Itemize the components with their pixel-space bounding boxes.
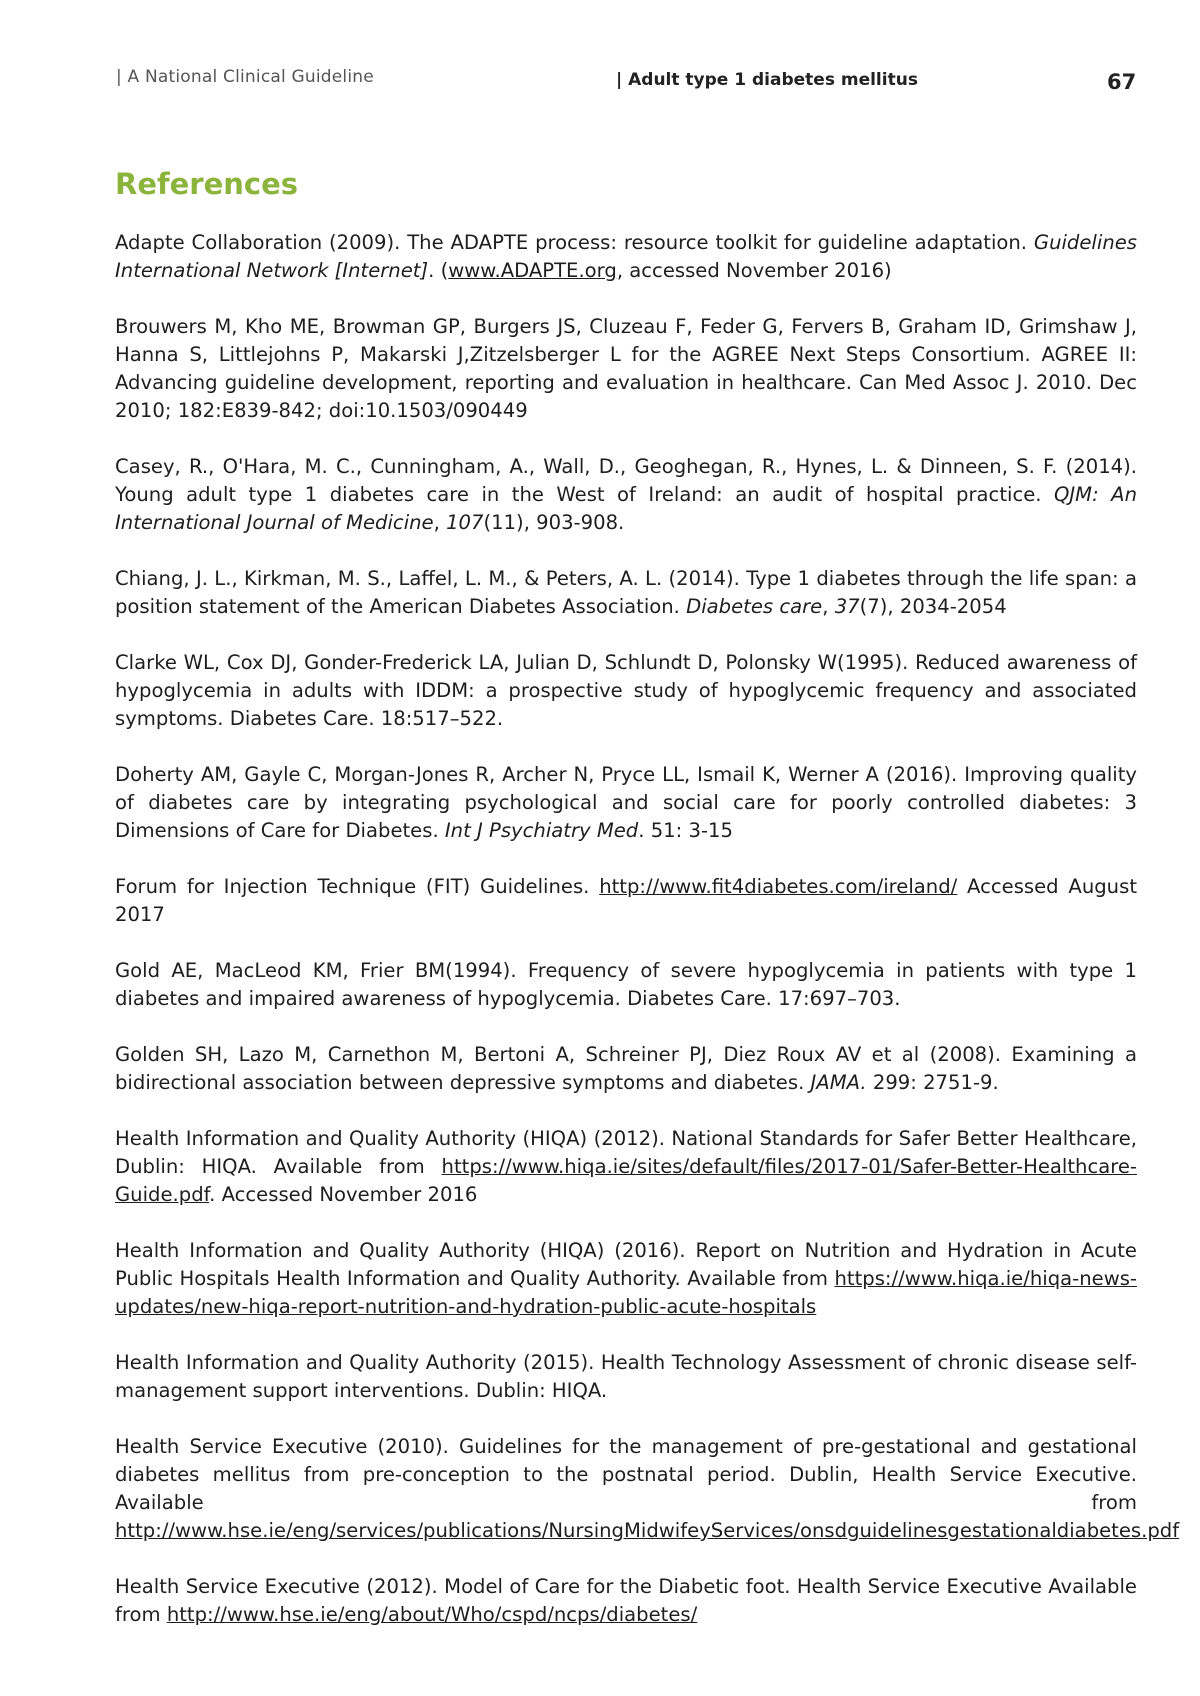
reference-source: Guidelines International Network [Internet] [115,231,1137,282]
reference-entry [115,1125,1137,1209]
reference-text: 299: 2751-9. [866,1071,999,1094]
reference-text: , accessed November 2016) [616,259,892,282]
reference-entry [115,1349,1137,1405]
reference-text: (11), 903-908. [483,511,625,534]
reference-text: Health Information and Quality Authority (HIQA) (2016). Report on Nutrition and Hydration in Acute Public Hospitals Health Information and Quality Authority. Available from [115,1239,1137,1290]
reference-link[interactable]: http://www.hse.ie/eng/about/Who/cspd/ncps/diabetes/ [166,1603,698,1626]
reference-entry [115,957,1137,1013]
reference-entry [115,761,1137,845]
reference-text: Clarke WL, Cox DJ, Gonder-Frederick LA, Julian D, Schlundt D, Polonsky W(1995). Reduced awareness of hypoglycemia in adults with IDDM: a prospective study of hypoglycemic frequency and associated symptoms. Diabetes Care. 18:517–522. [115,651,1137,730]
reference-link[interactable]: http://www.hse.ie/eng/services/publications/NursingMidwifeyServices/onsdguidelinesgestationaldiabetes.pdf [115,1519,1180,1542]
reference-entry [115,565,1137,621]
reference-text: , [433,511,447,534]
reference-entry [115,1573,1137,1629]
reference-text: . 51: 3-15 [638,819,733,842]
reference-link[interactable]: www.ADAPTE.org [448,259,617,282]
reference-text: Health Information and Quality Authority (HIQA) (2012). National Standards for Safer Better Healthcare, Dublin: HIQA. Available from [115,1127,1137,1178]
reference-text: Chiang, J. L., Kirkman, M. S., Laffel, L. M., & Peters, A. L. (2014). Type 1 diabetes through the life span: a position statement of the American Diabetes Association. [115,567,1137,618]
reference-entry [115,873,1137,929]
reference-text: Health Service Executive (2012). Model of Care for the Diabetic foot. Health Service Executive Available from [115,1575,1137,1626]
reference-entry [115,313,1137,425]
header-guideline-label: | A National Clinical Guideline [116,67,374,87]
reference-entry [115,453,1137,537]
reference-entry [115,1237,1137,1321]
reference-entry [115,1433,1180,1545]
reference-text: Casey, R., O'Hara, M. C., Cunningham, A., Wall, D., Geoghegan, R., Hynes, L. & Dinneen, S. F. (2014). Young adult type 1 diabetes care in the West of Ireland: an audit of hospital practice. [115,455,1137,506]
reference-text: . Accessed November 2016 [209,1183,478,1206]
reference-text: (7), 2034-2054 [859,595,1007,618]
page-number: 67 [1107,70,1137,94]
reference-entry [115,1041,1137,1097]
reference-text: , [822,595,835,618]
reference-text: Doherty AM, Gayle C, Morgan-Jones R, Archer N, Pryce LL, Ismail K, Werner A (2016). Improving quality of diabetes care by integrating psychological and social care for poorly controlled diabetes: 3 Dimensions of Care for Diabetes. [115,763,1137,842]
references-list [115,229,1180,1657]
reference-source: QJM: An International Journal of Medicine [115,483,1137,534]
reference-text: Health Service Executive (2010). Guidelines for the management of pre-gestational and gestational diabetes mellitus from pre-conception to the postnatal period. Dublin, Health Service Executive. Available from [115,1435,1137,1514]
reference-source: Diabetes care [686,595,823,618]
reference-link[interactable]: https://www.hiqa.ie/hiqa-news-updates/new-hiqa-report-nutrition-and-hydration-public-acute-hospitals [115,1267,1137,1318]
reference-text: Gold AE, MacLeod KM, Frier BM(1994). Frequency of severe hypoglycemia in patients with type 1 diabetes and impaired awareness of hypoglycemia. Diabetes Care. 17:697–703. [115,959,1137,1010]
reference-volume: 37 [834,595,860,618]
reference-text: . ( [428,259,449,282]
references-heading: References [115,167,299,201]
reference-source: JAMA. [810,1071,867,1094]
reference-text: Adapte Collaboration (2009). The ADAPTE process: resource toolkit for guideline adaptation. [115,231,1034,254]
reference-source: Int J Psychiatry Med [444,819,639,842]
reference-text: Golden SH, Lazo M, Carnethon M, Bertoni A, Schreiner PJ, Diez Roux AV et al (2008). Examining a bidirectional association between depressive symptoms and diabetes. [115,1043,1137,1094]
reference-text: Forum for Injection Technique (FIT) Guidelines. [115,875,600,898]
reference-link[interactable]: https://www.hiqa.ie/sites/default/files/2017-01/Safer-Better-Healthcare-Guide.pdf [115,1155,1137,1206]
reference-volume: 107 [446,511,484,534]
reference-text: Accessed August 2017 [115,875,1137,926]
header-document-title: | Adult type 1 diabetes mellitus [616,70,918,90]
reference-entry [115,229,1137,285]
reference-text: Brouwers M, Kho ME, Browman GP, Burgers JS, Cluzeau F, Feder G, Fervers B, Graham ID, Grimshaw J, Hanna S, Littlejohns P, Makarski J,Zitzelsberger L for the AGREE Next Steps Consortium. AGREE II: Advancing guideline development, reporting and evaluation in healthcare. Can Med Assoc J. 2010. Dec 2010; 182:E839-842; doi:10.1503/090449 [115,315,1137,422]
reference-text: Health Information and Quality Authority (2015). Health Technology Assessment of chronic disease self-management support interventions. Dublin: HIQA. [115,1351,1137,1402]
reference-link[interactable]: http://www.fit4diabetes.com/ireland/ [599,875,958,898]
reference-entry [115,649,1137,733]
